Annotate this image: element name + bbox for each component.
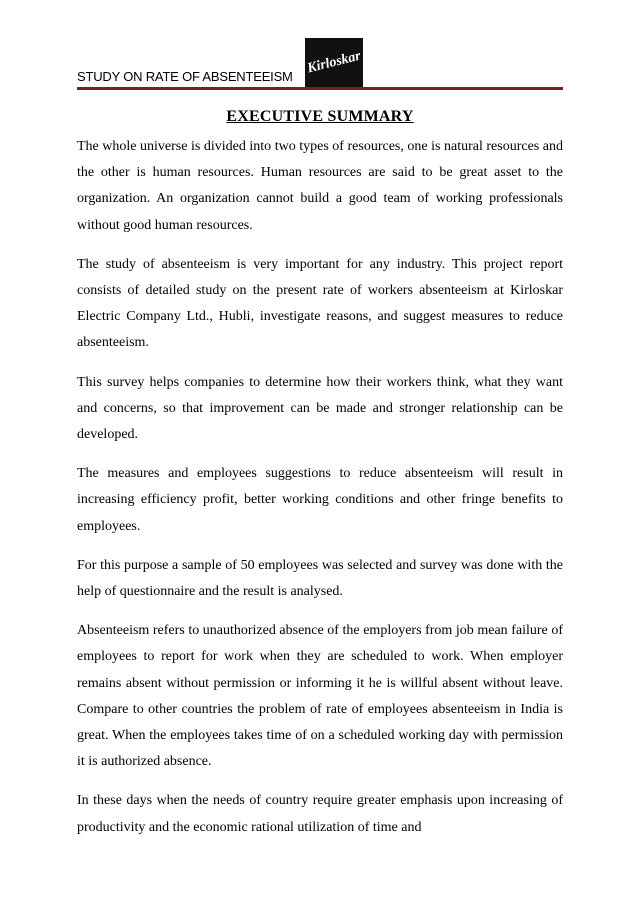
paragraph: The whole universe is divided into two types of resources, one is natural resources and the other is human resources. Human resources are said to be great asset to the organization. An organization cannot build a good team of working professionals without good human resources.: [77, 139, 563, 233]
paragraph: For this purpose a sample of 50 employees was selected and survey was done with the help of questionnaire and the result is analysed.: [77, 557, 563, 600]
paragraph: The measures and employees suggestions to reduce absenteeism will result in increasing efficiency profit, better working conditions and other fringe benefits to employees.: [77, 466, 563, 534]
document-body: [77, 108, 563, 854]
paragraph: The study of absenteeism is very important for any industry. This project report consists of detailed study on the present rate of workers absenteeism at Kirloskar Electric Company Ltd., Hubli, investigate reasons, and suggest measures to reduce absenteeism.: [77, 256, 563, 351]
document-running-title: STUDY ON RATE OF ABSENTEEISM: [77, 69, 293, 84]
paragraph: Absenteeism refers to unauthorized absence of the employers from job mean failure of employees to report for work when they are scheduled to work. When employer remains absent without permission or informing it he is willful absent without leave. Compare to other countries the problem of rate of employees absenteeism in India is great. When the employees takes time of on a scheduled working day with permission it is authorized absence.: [77, 623, 563, 770]
section-heading: EXECUTIVE SUMMARY: [226, 108, 414, 125]
paragraph: In these days when the needs of country require greater emphasis upon increasing of productivity and the economic rational utilization of time and: [77, 793, 563, 835]
header-divider: [77, 87, 563, 90]
page-header: [77, 36, 563, 92]
logo-text: Kirloskar: [305, 48, 363, 77]
paragraph: This survey helps companies to determine how their workers think, what they want and concerns, so that improvement can be made and stronger relationship can be developed.: [77, 374, 563, 443]
kirloskar-logo: [305, 38, 363, 88]
